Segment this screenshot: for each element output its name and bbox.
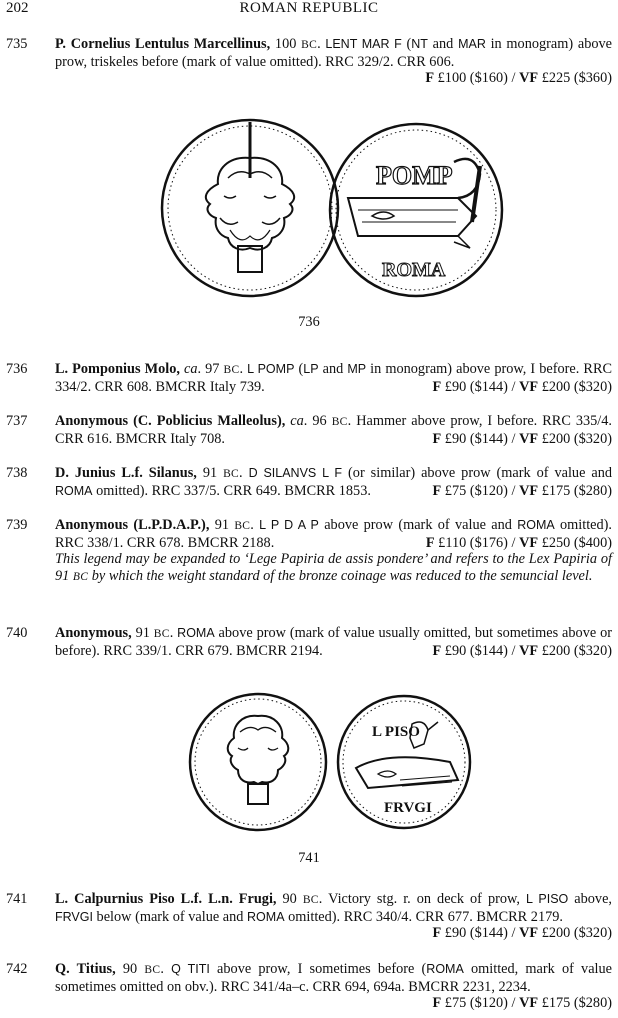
entry-number: 739 — [6, 517, 28, 533]
price-line: F £90 ($144) / VF £200 ($320) — [432, 378, 612, 395]
catalog-entry-740 — [6, 625, 612, 659]
entry-note: This legend may be expanded to ‘Lege Papiria de assis pondere’ and refers to the Lex Papiria of 91 BC by which the weight standard of the bronze coinage was reduced to the semuncial level. — [55, 551, 612, 584]
price-line: F £100 ($160) / VF £225 ($360) — [425, 70, 612, 87]
entry-number: 740 — [6, 625, 28, 641]
running-title: ROMAN REPUBLIC — [239, 0, 379, 16]
coin-736-legend-roma: ROMA — [382, 259, 446, 281]
coin-741-legend-frvgi: FRVGI — [384, 800, 432, 816]
entry-number: 736 — [6, 361, 28, 377]
entry-text: L. Pomponius Molo, ca. 97 BC. L POMP (LP and MP in monogram) above prow, I before. RRC 334/2. CRR 608. BMCRR Italy 739. F £90 ($144) / VF £200 ($320) — [55, 361, 613, 395]
entry-number: 737 — [6, 413, 28, 429]
entry-text: D. Junius L.f. Silanus, 91 BC. D SILANVS L F (or similar) above prow (mark of value and ROMA omitted). RRC 337/5. CRR 649. BMCRR 1853. F £75 ($120) / VF £175 ($280) — [55, 465, 613, 499]
entry-text: L. Calpurnius Piso L.f. L.n. Frugi, 90 BC. Victory stg. r. on deck of prow, L PISO above, FRVGI below (mark of value and ROMA omitted). RRC 340/4. CRR 677. BMCRR 2179. F £90 ($144) / VF £200 ($320) — [55, 891, 612, 942]
catalog-entry-738 — [6, 465, 612, 499]
entry-text: Anonymous, 91 BC. ROMA above prow (mark of value usually omitted, but sometimes above or before). RRC 339/1. CRR 679. BMCRR 2194. F £90 ($144) / VF £200 ($320) — [55, 625, 612, 659]
entry-number: 741 — [6, 891, 28, 907]
coin-736-legend-pomp: POMP — [376, 161, 453, 190]
coin-736-obverse — [162, 120, 338, 296]
coin-741-reverse — [338, 696, 470, 828]
price-line: F £75 ($120) / VF £175 ($280) — [432, 482, 612, 499]
coin-741-obverse — [190, 694, 326, 830]
price-line: F £90 ($144) / VF £200 ($320) — [432, 430, 612, 447]
entry-number: 742 — [6, 961, 28, 977]
price-line: F £90 ($144) / VF £200 ($320) — [432, 925, 612, 942]
catalog-entry-736 — [6, 361, 612, 395]
page-number: 202 — [6, 0, 29, 16]
price-line: F £110 ($176) / VF £250 ($400) — [425, 534, 612, 551]
coin-741-legend-lpiso: L PISO — [372, 724, 420, 740]
coin-736-illustration — [158, 118, 508, 308]
entry-number: 735 — [6, 36, 28, 52]
catalog-entry-742 — [6, 961, 612, 1012]
moneyer-name: P. Cornelius Lentulus Marcellinus, — [55, 36, 271, 52]
moneyer-name: D. Junius L.f. Silanus, — [55, 465, 197, 481]
figure-741-caption: 741 — [298, 850, 320, 866]
price-line: F £90 ($144) / VF £200 ($320) — [432, 642, 612, 659]
entry-text: Anonymous (L.P.D.A.P.), 91 BC. L P D A P above prow (mark of value and ROMA omitted). RRC 338/1. CRR 678. BMCRR 2188. F £110 ($176) / VF £250 ($400) This legend may be expanded to ‘Lege Papiria de assis pondere’ and refers to the Lex Papiria of 91 BC by which the weight standard of the bronze coinage was reduced to the semuncial level. — [55, 517, 613, 584]
price-line: F £75 ($120) / VF £175 ($280) — [432, 995, 612, 1012]
moneyer-name: Anonymous (L.P.D.A.P.), — [55, 517, 210, 533]
moneyer-name: Q. Titius, — [55, 961, 116, 977]
moneyer-name: L. Calpurnius Piso L.f. L.n. Frugi, — [55, 891, 277, 907]
catalog-entry-741 — [6, 891, 612, 942]
entry-text: Q. Titius, 90 BC. Q TITI above prow, I sometimes before (ROMA omitted, mark of value sometimes omitted on obv.). RRC 341/4a–c. CRR 694, 694a. BMCRR 2231, 2234. F £75 ($120) / VF £175 ($280) — [55, 961, 613, 1012]
moneyer-name: Anonymous, — [55, 625, 132, 641]
entry-number: 738 — [6, 465, 28, 481]
catalog-entry-737 — [6, 413, 612, 447]
figure-736-caption: 736 — [298, 314, 320, 330]
moneyer-name: Anonymous (C. Poblicius Malleolus), — [55, 413, 286, 429]
coin-736-reverse — [330, 124, 502, 296]
coin-741-illustration — [188, 688, 478, 838]
catalog-entry-735 — [6, 36, 612, 87]
entry-text: Anonymous (C. Poblicius Malleolus), ca. 96 BC. Hammer above prow, I before. RRC 335/4. CRR 616. BMCRR Italy 708. F £90 ($144) / VF £200 ($320) — [55, 413, 613, 447]
moneyer-name: L. Pomponius Molo, — [55, 361, 180, 377]
entry-text: P. Cornelius Lentulus Marcellinus, 100 BC. LENT MAR F (NT and MAR in monogram) above prow, triskeles before (mark of value omitted). RRC 329/2. CRR 606. F £100 ($160) / VF £225 ($360) — [55, 36, 612, 87]
catalog-entry-739 — [6, 517, 612, 585]
